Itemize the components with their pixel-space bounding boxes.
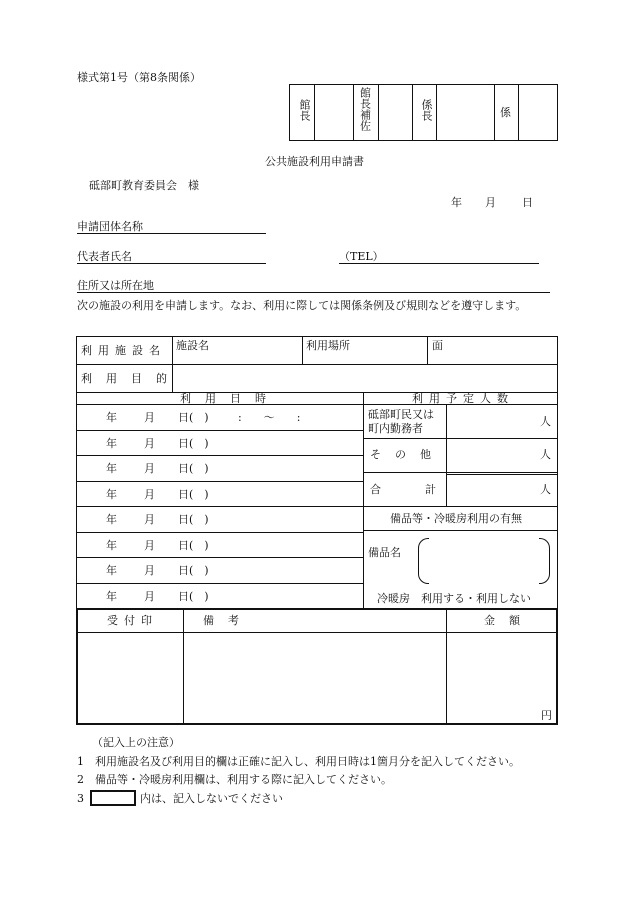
date-year: 年 bbox=[451, 196, 462, 209]
facility-name-label: 利用施設名 bbox=[81, 344, 166, 357]
area-unit: 面 bbox=[432, 339, 443, 352]
approval-cell-director: 館長 bbox=[298, 99, 311, 121]
note-3: 3 bbox=[77, 792, 84, 805]
yen-unit: 円 bbox=[541, 709, 552, 722]
residents-label: 砥部町民又は町内勤務者 bbox=[368, 408, 434, 435]
date-row-year: 年 bbox=[106, 564, 117, 577]
approval-cell-chief: 係長 bbox=[420, 99, 433, 121]
note-2: 2 備品等・冷暖房利用欄は、利用する際に記入してください。 bbox=[77, 773, 392, 786]
date-row-year: 年 bbox=[106, 539, 117, 552]
date-month: 月 bbox=[485, 196, 496, 209]
address-label: 住所又は所在地 bbox=[77, 279, 154, 292]
date-row-year: 年 bbox=[106, 488, 117, 501]
date-row-month: 月 bbox=[144, 513, 155, 526]
date-row-month: 月 bbox=[144, 590, 155, 603]
total-unit: 人 bbox=[540, 483, 551, 496]
residents-unit: 人 bbox=[540, 415, 551, 428]
equipment-bracket-right bbox=[539, 538, 550, 584]
facility-sub-label: 施設名 bbox=[176, 339, 209, 352]
equipment-bracket-left bbox=[418, 538, 429, 584]
form-number: 様式第1号（第8条関係） bbox=[77, 71, 201, 84]
date-row-month: 月 bbox=[144, 411, 155, 424]
total-label: 合計 bbox=[370, 483, 480, 496]
group-name-label: 申請団体名称 bbox=[77, 220, 143, 233]
addressee: 砥部町教育委員会 様 bbox=[89, 179, 199, 192]
date-row-year: 年 bbox=[106, 437, 117, 450]
amount-label: 金額 bbox=[484, 614, 534, 627]
date-row-year: 年 bbox=[106, 411, 117, 424]
date-row-day: 日( ) bbox=[178, 488, 209, 501]
purpose-label: 利用目的 bbox=[81, 372, 181, 385]
date-row-day: 日( ) bbox=[178, 411, 209, 424]
others-label: その他 bbox=[370, 448, 445, 461]
date-row-day: 日( ) bbox=[178, 564, 209, 577]
tel-label: （TEL） bbox=[339, 250, 384, 263]
date-row-day: 日( ) bbox=[178, 539, 209, 552]
notes-title: （記入上の注意） bbox=[92, 736, 180, 749]
date-row-day: 日( ) bbox=[178, 590, 209, 603]
date-row-year: 年 bbox=[106, 513, 117, 526]
note-3-box-sample bbox=[90, 790, 136, 806]
place-sub-label: 利用場所 bbox=[306, 339, 350, 352]
representative-line[interactable] bbox=[77, 263, 266, 264]
date-row-day: 日( ) bbox=[178, 513, 209, 526]
date-row-day: 日( ) bbox=[178, 437, 209, 450]
approval-cell-staff: 係 bbox=[500, 106, 511, 119]
others-unit: 人 bbox=[540, 448, 551, 461]
equipment-label: 備品名 bbox=[368, 546, 401, 559]
statement: 次の施設の利用を申請します。なお、利用に際しては関係条例及び規則などを遵守します。 bbox=[77, 299, 527, 312]
group-name-line[interactable] bbox=[77, 233, 266, 234]
equipment-header: 備品等・冷暖房利用の有無 bbox=[390, 512, 522, 525]
date-row-month: 月 bbox=[144, 488, 155, 501]
date-row-month: 月 bbox=[144, 437, 155, 450]
date-row-year: 年 bbox=[106, 590, 117, 603]
date-row-day: 日( ) bbox=[178, 462, 209, 475]
date-row-month: 月 bbox=[144, 539, 155, 552]
note-3-text: 内は、記入しないでください bbox=[140, 792, 283, 805]
representative-label: 代表者氏名 bbox=[77, 250, 132, 263]
form-title: 公共施設利用申請書 bbox=[265, 155, 364, 168]
address-line[interactable] bbox=[77, 292, 550, 293]
date-row-month: 月 bbox=[144, 564, 155, 577]
equipment-input-area[interactable] bbox=[430, 540, 536, 580]
reception-stamp-label: 受付印 bbox=[107, 614, 158, 627]
remarks-label: 備考 bbox=[203, 614, 253, 627]
tel-line[interactable] bbox=[339, 263, 539, 264]
note-1: 1 利用施設名及び利用目的欄は正確に記入し、利用日時は1箇月分を記入してください。 bbox=[77, 755, 520, 768]
date-row-month: 月 bbox=[144, 462, 155, 475]
approval-cell-deputy: 館長補佐 bbox=[358, 87, 372, 131]
people-header: 利用予定人数 bbox=[412, 392, 514, 405]
date-day: 日 bbox=[522, 196, 533, 209]
date-row-time: : 〜 : bbox=[238, 411, 301, 424]
date-row-year: 年 bbox=[106, 462, 117, 475]
datetime-header: 利用日時 bbox=[180, 392, 280, 405]
hvac-usage-label: 冷暖房 利用する・利用しない bbox=[377, 592, 531, 605]
